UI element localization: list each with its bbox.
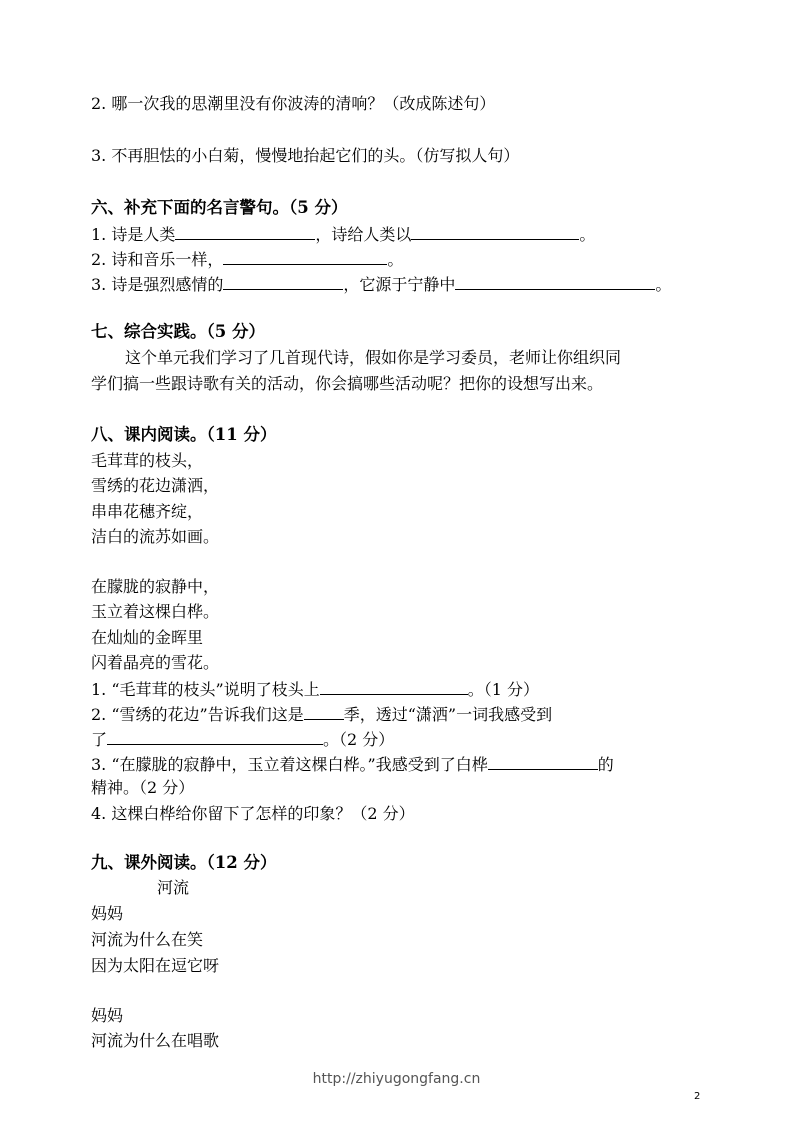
q6-item3: 3. 诗是强烈感情的 ，它源于宁静中 。 [91,275,672,294]
q5-item2: 2. 哪一次我的思潮里没有你波涛的清响？（改成陈述句） [91,94,496,113]
q8-item3-line1: 3. “在朦胧的寂静中，玉立着这棵白桦。”我感受到了白桦 的 [91,755,614,774]
section-7-title: 七、综合实践。（5 分） [91,322,265,341]
answer-blank[interactable] [223,273,343,290]
answer-blank[interactable] [223,248,387,265]
section-8-title: 八、课内阅读。（11 分） [91,425,277,444]
q5-item3: 3. 不再胆怯的小白菊，慢慢地抬起它们的头。（仿写拟人句） [91,146,520,165]
q8-item4: 4. 这棵白桦给你留下了怎样的印象？（2 分） [91,804,415,823]
poem-line: 因为太阳在逗它呀 [91,956,220,975]
poem-line: 妈妈 [91,1006,124,1025]
section-9-title: 九、课外阅读。（12 分） [91,853,277,872]
poem-line: 在灿灿的金晖里 [91,628,204,647]
q6-item1: 1. 诗是人类 ，诗给人类以 。 [91,225,596,244]
answer-blank[interactable] [455,273,655,290]
q7-line2: 学们搞一些跟诗歌有关的活动，你会搞哪些活动呢？把你的设想写出来。 [91,374,604,393]
answer-blank[interactable] [320,678,468,695]
q8-item2-line2: 了 。（2 分） [91,730,395,749]
poem-line: 在朦胧的寂静中， [91,577,220,596]
poem-line: 雪绣的花边潇洒， [91,476,220,495]
poem-line: 洁白的流苏如画。 [91,527,220,546]
q8-item1: 1. “毛茸茸的枝头”说明了枝头上 。（1 分） [91,680,539,699]
answer-blank[interactable] [304,703,344,720]
poem-line: 妈妈 [91,904,124,923]
q8-item3-line2: 精神。（2 分） [91,778,195,797]
poem-line: 串串花穗齐绽， [91,502,204,521]
poem-line: 玉立着这棵白桦。 [91,602,220,621]
poem-line: 闪着晶亮的雪花。 [91,653,220,672]
q7-line1: 这个单元我们学习了几首现代诗，假如你是学习委员，老师让你组织同 [125,348,622,367]
poem-title: 河流 [157,878,190,897]
answer-blank[interactable] [107,728,323,745]
page-number: 2 [694,1091,701,1102]
q8-item2-line1: 2. “雪绣的花边”告诉我们这是 季，透过“潇洒”一词我感受到 [91,705,553,724]
q6-item2: 2. 诗和音乐一样， 。 [91,250,404,269]
answer-blank[interactable] [488,753,598,770]
section-6-title: 六、补充下面的名言警句。（5 分） [91,198,348,217]
poem-line: 河流为什么在唱歌 [91,1031,220,1050]
poem-line: 毛茸茸的枝头， [91,451,204,470]
answer-blank[interactable] [411,223,579,240]
poem-line: 河流为什么在笑 [91,930,204,949]
footer-url[interactable]: http://zhiyugongfang.cn [312,1071,481,1087]
answer-blank[interactable] [175,223,315,240]
